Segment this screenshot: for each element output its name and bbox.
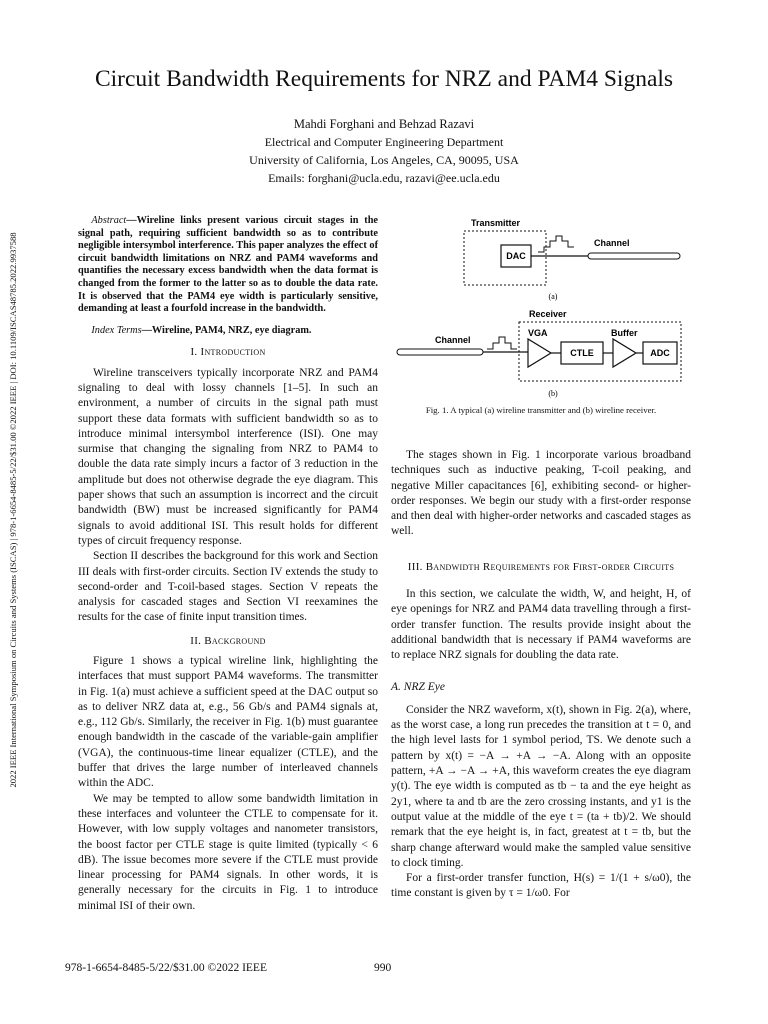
figure-label-b: (b) [548,389,558,398]
figure-1 [391,212,691,417]
intro-paragraph-1: Wireline transceivers typically incorporate NRZ and PAM4 signaling to deal with lossy channels [1–5]. In such an environment, a number of circuits in the signal path must support these data formats with sufficient bandwidth so as to introduce minimal intersymbol interference (ISI). One may surmise that changing the signaling from NRZ to PAM4 to double the data rate simply incurs a factor of 3 reduction in the amplitude but does not otherwise degrade the eye diagram. This paper shows that such an assumption is incorrect and the circuit bandwidth (BW) must be increased significantly for PAM4 signals to avoid additional ISI. This result holds for different types of circuit frequency response. [78,366,378,547]
left-column [78,215,378,914]
figure-label-a: (a) [548,292,558,301]
doi-sidebar-text: 2022 IEEE International Symposium on Circuits and Systems (ISCAS) | 978-1-6654-8485-5/22/$31.00 ©2022 IEEE | DOI: 10.1109/ISCAS48785.2022.9937588 [8,232,18,788]
stages-paragraph: The stages shown in Fig. 1 incorporate various broadband techniques such as inductive peaking, T-coil peaking, and negative Miller capacitances [6], exhibiting second- or higher-order responses. We begin our study with a first-order response and then deal with higher-order networks and cascaded stages as well. [391,449,691,538]
right-column [391,448,691,902]
doi-sidebar [6,180,20,840]
first-order-paragraph-1: In this section, we calculate the width, W, and height, H, of eye openings for NRZ and PAM4 data travelling through a first-order transfer function. The results provide insight about the additional bandwidth that is necessary if PAM4 waveforms are to replace NRZ signals for doubling the data rate. [391,588,691,662]
index-terms-text: —Wireline, PAM4, NRZ, eye diagram. [141,324,312,336]
background-paragraph-2: We may be tempted to allow some bandwidth limitation in these interfaces and volunteer the CTLE to compensate for it. However, with low supply voltages and nanometer transistors, the boost factor per CTLE stage is quite limited (typically < 6 dB). The issue becomes more severe if the CTLE must provide linear processing for PAM4 signals. In other words, it is generally necessary for the circuits in Fig. 1 to introduce minimal ISI of their own. [78,792,378,912]
abstract-label: Abstract [91,215,127,226]
channel-tx [588,253,680,259]
paper-title: Circuit Bandwidth Requirements for NRZ and PAM4 Signals [94,66,674,92]
subsection-heading-nrz-eye: A. NRZ Eye [391,680,445,693]
channel-tx-label: Channel [594,238,630,248]
nrz-eye-paragraph-1: Consider the NRZ waveform, x(t), shown in Fig. 2(a), where, as the worst case, a long run precedes the transition at t = 0, and the high level lasts for 1 symbol period, TS. We denote such a pattern by x(t) = −A → +A → −A. Along with an opposite pattern, +A → −A → +A, this waveform creates the eye diagram y(t). The eye width is computed as tb − ta and the eye height as 2y1, where ta and tb are the zero crossing instants, and y1 is the output value at the middle of the eye t = (ta + tb)/2. We should remark that the eye height is, in fact, greatest at t = tb, but the sharp change afterward would make the sampled value sensitive to clock timing. [391,703,691,869]
section-heading-background: II. Background [190,634,266,647]
figure-1-diagram [391,212,691,417]
emails: Emails: forghani@ucla.edu, razavi@ee.ucla.edu [268,171,500,185]
pam4-waveform-rx [487,337,517,349]
channel-rx [397,349,483,355]
ctle-label: CTLE [570,348,594,358]
section-heading-first-order: III. Bandwidth Requirements for First-order Circuits [407,560,675,573]
index-terms [78,325,378,338]
index-terms-label: Index Terms [91,324,142,336]
dac-label: DAC [506,251,526,261]
vga-amplifier [528,339,551,367]
intro-paragraph-2: Section II describes the background for this work and Section III deals with first-order circuits. Section IV extends the study to second-order and T-coil-based stages. Section V repeats the analysis for cascaded stages and Section VI reexamines the results for the case of finite input transition times. [78,550,378,624]
adc-label: ADC [650,348,670,358]
transmitter-label: Transmitter [471,218,521,228]
authors: Mahdi Forghani and Behzad Razavi [293,117,475,131]
page-number: 990 [374,962,392,974]
buffer-amplifier [613,339,636,367]
abstract-text: —Wireline links present various circuit stages in the signal path, requiring sufficient bandwidth so as to contribute negligible intersymbol interference. This paper analyzes the effect of circuit bandwidth limitations on NRZ and PAM4 waveforms and quantifies the necessary excess bandwidth when the data format is changed from the former to the latter so as to double the data rate. It is observed that the PAM4 eye width is particularly sensitive, demanding at least a fourfold increase in the bandwidth. [78,215,378,315]
abstract [78,215,378,316]
receiver-label: Receiver [529,309,567,319]
vga-label: VGA [528,328,548,338]
footer-copyright: 978-1-6654-8485-5/22/$31.00 ©2022 IEEE [65,962,267,974]
background-paragraph-1: Figure 1 shows a typical wireline link, highlighting the interfaces that must support PAM4 waveforms. The transmitter in Fig. 1(a) must achieve a sufficient speed at the DAC output so as to deliver NRZ data at, e.g., 56 Gb/s and PAM4 signals at, e.g., 112 Gb/s. Similarly, the receiver in Fig. 1(b) must guarantee enough bandwidth in the cascade of the variable-gain amplifier (VGA), the continuous-time linear equalizer (CTLE), and the buffer that drives the large number of interleaved channels within the ADC. [78,654,378,790]
university: University of California, Los Angeles, CA, 90095, USA [249,153,519,167]
author-block [0,115,768,187]
department: Electrical and Computer Engineering Department [264,135,504,149]
channel-rx-label: Channel [435,335,471,345]
buffer-label: Buffer [611,328,638,338]
section-heading-intro: I. Introduction [190,346,266,359]
figure-1-caption: Fig. 1. A typical (a) wireline transmitter and (b) wireline receiver. [425,405,657,415]
nrz-eye-paragraph-2: For a first-order transfer function, H(s) = 1/(1 + s/ω0), the time constant is given by τ = 1/ω0. For [391,872,691,900]
pam4-waveform-tx [538,236,574,252]
